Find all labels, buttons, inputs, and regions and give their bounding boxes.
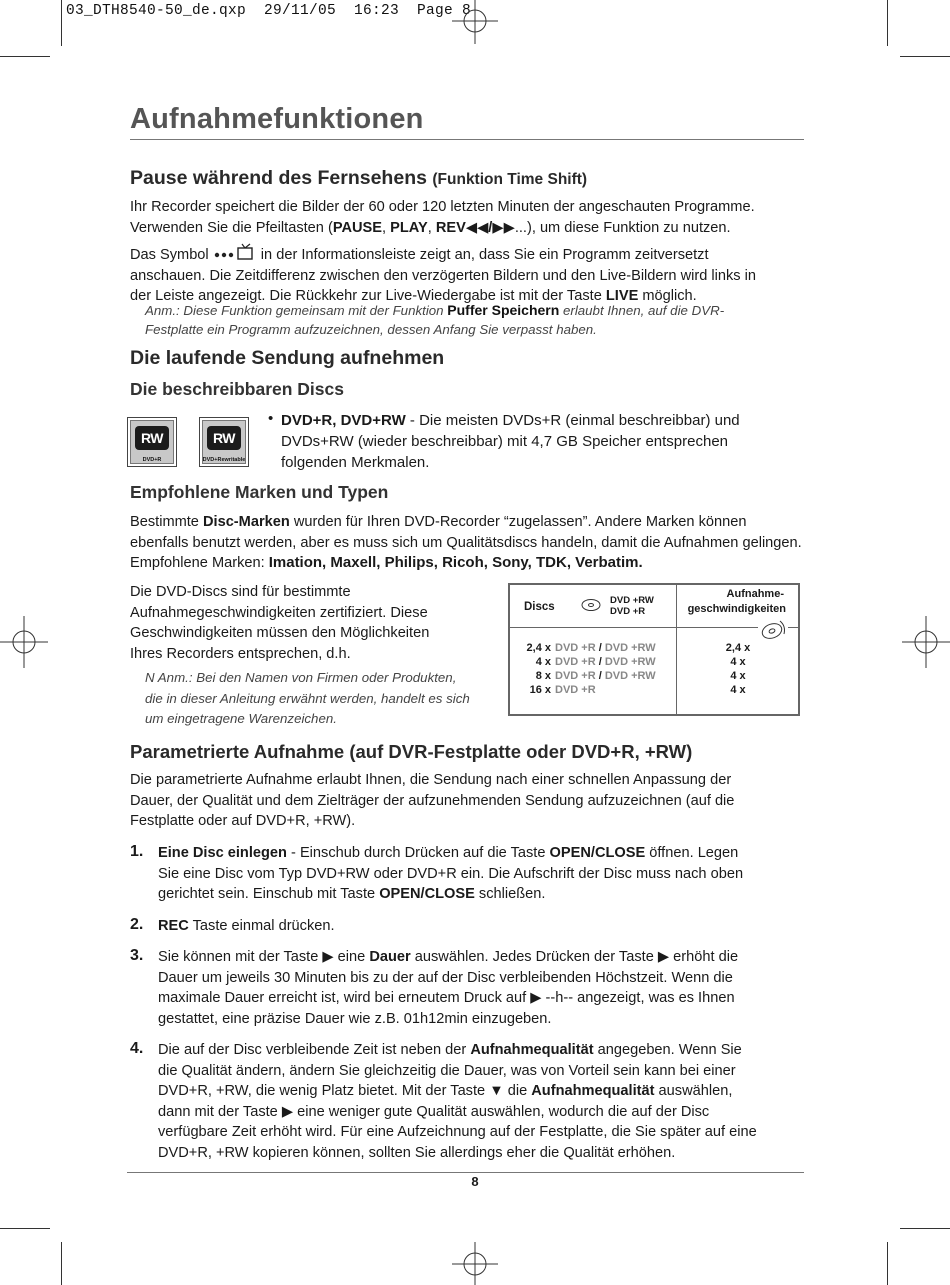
brand-list: Imation, Maxell, Philips, Ricoh, Sony, TDK, Verbatim. xyxy=(268,554,643,571)
step-title: Eine Disc einlegen xyxy=(158,845,287,861)
text-run: Bestimmte xyxy=(130,514,203,530)
text-line: Ihr Recorder speichert die Bilder der 60 oder 120 letzten Minuten der angeschauten Programme. xyxy=(130,199,755,215)
page-number: 8 xyxy=(471,1174,479,1189)
text-line: um eingetragene Warenzeichen. xyxy=(145,711,337,726)
logo-caption: DVD+R xyxy=(142,457,162,463)
bullet-text xyxy=(281,410,788,473)
separator: / xyxy=(595,669,605,682)
key-name: REV◀◀/▶▶ xyxy=(435,219,515,236)
emphasis: Disc-Marken xyxy=(202,514,290,530)
text-run: , xyxy=(382,219,391,236)
step-number: 1. xyxy=(130,843,144,860)
text-run: , xyxy=(427,219,436,236)
step-text xyxy=(158,1040,806,1163)
emphasis: Aufnahmequalität xyxy=(470,1042,594,1058)
logo-label: RW xyxy=(207,426,241,450)
step-text xyxy=(158,916,806,937)
text-line: anschauen. Die Zeitdifferenz zwischen den verzögerten Bildern und den Live-Bildern wird links in xyxy=(130,267,756,284)
key-name: PAUSE xyxy=(332,219,383,236)
disc-type: DVD +R xyxy=(555,655,596,668)
text-run: in der Informationsleiste zeigt an, dass Sie ein Programm zeitversetzt xyxy=(260,247,709,263)
text-run: öffnen. Legen xyxy=(645,845,739,861)
recording-speed: 4 x xyxy=(730,683,746,696)
text-run: schließen. xyxy=(474,886,546,902)
step-number: 4. xyxy=(130,1040,144,1057)
key-name: REC xyxy=(158,917,189,934)
subheading-writable-discs: Die beschreibbaren Discs xyxy=(130,379,344,399)
list-item xyxy=(130,947,806,1029)
text-line: Festplatte ein Programm aufzuzeichnen, dessen Anfang Sie verpasst haben. xyxy=(145,322,597,337)
disc-types: DVD+R, DVD+RW xyxy=(281,412,406,429)
text-run: ...), um diese Funktion zu nutzen. xyxy=(514,219,731,236)
registration-mark-icon xyxy=(448,1240,502,1285)
text-line: N Anm.: Bei den Namen von Firmen oder Produkten, xyxy=(145,670,457,685)
key-name: OPEN/CLOSE xyxy=(549,845,646,861)
header-type: DVD +RW xyxy=(610,595,654,606)
disc-writing-icon xyxy=(758,618,788,644)
step-text xyxy=(158,947,806,1029)
text-line: DVD+R, +RW kopieren können, sollten Sie allerdings eher die Qualität erhöhen. xyxy=(158,1144,676,1161)
text-run: angegeben. Wenn Sie xyxy=(593,1042,742,1058)
heading-text: Pause während des Fernsehens xyxy=(130,167,427,189)
speed-multiplier: 16 x xyxy=(529,683,551,696)
text-line: Geschwindigkeiten müssen den Möglichkeiten xyxy=(130,625,430,641)
text-run: DVD+R, +RW, die wenig Platz bietet. Mit der Taste ▼ die xyxy=(158,1083,532,1099)
text-run: erlaubt Ihnen, auf die DVR- xyxy=(559,303,725,318)
separator: / xyxy=(595,641,605,654)
section-heading-time-shift xyxy=(130,167,587,190)
paragraph-parametrized-intro xyxy=(130,770,805,832)
text-line: die Qualität ändern, ändern Sie gleichzeitig die Dauer, was von Vorteil sein kann bei einer xyxy=(158,1062,736,1079)
list-item xyxy=(130,843,806,905)
header-label: Aufnahme- xyxy=(726,588,784,600)
note-trademarks xyxy=(145,668,495,730)
text-line: verfügbare Zeit erhöht wird. Für eine Aufzeichnung auf der Festplatte, die Sie später auf eine xyxy=(158,1124,757,1140)
header-label: geschwindigkeiten xyxy=(687,603,786,615)
step-number: 2. xyxy=(130,915,144,933)
footer-rule xyxy=(127,1172,804,1173)
text-line: Die DVD-Discs sind für bestimmte xyxy=(130,584,351,600)
registration-mark-icon xyxy=(900,616,950,668)
dvd-r-logo xyxy=(127,417,177,467)
text-run: - Die meisten DVDs+R (einmal beschreibbar) und xyxy=(405,412,740,429)
bullet-dvd-types xyxy=(268,410,788,473)
text-run: - Einschub durch Drücken auf die Taste xyxy=(286,845,550,861)
text-run: gerichtet sein. Einschub mit Taste xyxy=(158,886,380,902)
text-line: Dauer um jeweils 30 Minuten bis zu der auf der Disc verbleibenden Höchstzeit. Wenn die xyxy=(158,969,733,986)
text-line: dann mit der Taste ▶ eine weniger gute Qualität auswählen, wodurch die auf der Disc xyxy=(158,1103,710,1120)
disc-icon xyxy=(580,598,602,612)
function-name: Puffer Speichern xyxy=(447,302,560,318)
emphasis: Aufnahmequalität xyxy=(531,1083,655,1099)
key-name: OPEN/CLOSE xyxy=(379,886,475,902)
heading-subtitle: (Funktion Time Shift) xyxy=(432,171,588,188)
paragraph-time-shift-intro xyxy=(130,197,805,238)
text-run: Anm.: Diese Funktion gemeinsam mit der Funktion xyxy=(145,303,448,318)
text-run: wurden für Ihren DVD-Recorder “zugelassen”. Andere Marken können xyxy=(289,514,747,530)
header-label: Discs xyxy=(524,601,555,613)
table-header-discs xyxy=(509,584,677,627)
subheading-brands: Empfohlene Marken und Typen xyxy=(130,482,389,502)
list-item xyxy=(130,915,806,937)
section-heading-parametrized-recording: Parametrierte Aufnahme (auf DVR-Festplatte oder DVD+R, +RW) xyxy=(130,741,693,762)
text-run: Verwenden Sie die Pfeiltasten ( xyxy=(130,219,333,236)
crop-mark xyxy=(887,0,888,46)
text-line: Festplatte oder auf DVD+R, +RW). xyxy=(130,813,356,829)
paragraph-time-shift-symbol xyxy=(130,243,805,307)
header-type: DVD +R xyxy=(610,606,646,617)
text-line: gestattet, eine präzise Dauer wie z.B. 01h12min einzugeben. xyxy=(158,1010,552,1027)
key-name: LIVE xyxy=(605,288,639,304)
logo-label: RW xyxy=(135,426,169,450)
print-slug: 03_DTH8540-50_de.qxp 29/11/05 16:23 Page 8 xyxy=(66,3,472,19)
table-row xyxy=(526,641,551,697)
text-run: auswählen. Jedes Drücken der Taste ▶ erhöht die xyxy=(410,949,739,965)
separator: / xyxy=(595,655,605,668)
text-line: folgenden Merkmalen. xyxy=(281,454,430,471)
crop-mark xyxy=(61,1242,62,1285)
text-run: Sie können mit der Taste ▶ eine xyxy=(158,949,370,965)
paragraph-brands xyxy=(130,512,805,574)
logo-caption: DVD+Rewritable xyxy=(202,457,246,463)
registration-mark-icon xyxy=(448,0,502,46)
text-run: auswählen, xyxy=(654,1083,733,1099)
crop-mark xyxy=(900,1228,950,1229)
table-cell-discs xyxy=(509,627,677,715)
crop-mark xyxy=(0,1228,50,1229)
key-name: PLAY xyxy=(390,219,428,236)
table-row xyxy=(555,641,656,697)
section-heading-record-current: Die laufende Sendung aufnehmen xyxy=(130,347,445,369)
text-run: der Leiste angezeigt. Die Rückkehr zur Live-Wiedergabe ist mit der Taste xyxy=(130,288,606,304)
time-shift-symbol-icon xyxy=(213,243,257,261)
speed-multiplier: 2,4 x xyxy=(526,641,551,654)
bullet-marker: • xyxy=(268,410,274,427)
crop-mark xyxy=(900,56,950,57)
step-text xyxy=(158,843,806,905)
text-line: die in dieser Anleitung erwähnt werden, handelt es sich xyxy=(145,690,470,706)
title-rule xyxy=(130,139,804,140)
disc-type: DVD +RW xyxy=(604,641,656,654)
crop-mark xyxy=(887,1242,888,1285)
page-title: Aufnahmefunktionen xyxy=(130,103,424,135)
text-line: Dauer, der Qualität und dem Zielträger der aufzunehmenden Sendung aufzuzeichnen (auf die xyxy=(130,792,735,809)
table-row xyxy=(724,641,752,697)
crop-mark xyxy=(0,56,50,57)
text-line: Sie eine Disc vom Typ DVD+RW oder DVD+R ein. Die Aufschrift der Disc muss nach oben xyxy=(158,865,744,882)
recording-speed: 4 x xyxy=(730,669,746,682)
recording-steps-list xyxy=(130,843,806,1174)
speed-multiplier: 4 x xyxy=(535,655,551,668)
step-number: 3. xyxy=(130,947,144,964)
crop-mark xyxy=(61,0,62,46)
disc-speed-table xyxy=(508,583,800,716)
text-line: DVDs+RW (wieder beschreibbar) mit 4,7 GB Speicher entsprechen xyxy=(281,433,728,450)
disc-type: DVD +RW xyxy=(604,655,656,668)
disc-type: DVD +RW xyxy=(604,669,656,682)
text-line: Aufnahmegeschwindigkeiten zertifiziert. Diese xyxy=(130,604,428,621)
recording-speed: 4 x xyxy=(730,655,746,668)
text-line: ebenfalls benutzt werden, aber es muss sich um Qualitätsdiscs handeln, damit die Aufnahmen gelingen. xyxy=(130,534,802,551)
list-item xyxy=(130,1040,806,1163)
text-run: Empfohlene Marken: xyxy=(130,555,269,571)
speed-multiplier: 8 x xyxy=(535,669,551,682)
text-run: Das Symbol xyxy=(130,247,209,263)
disc-type: DVD +R xyxy=(555,683,596,696)
registration-mark-icon xyxy=(0,616,50,668)
text-line: Die parametrierte Aufnahme erlaubt Ihnen, die Sendung nach einer schnellen Anpassung der xyxy=(130,772,732,788)
text-run: Die auf der Disc verbleibende Zeit ist neben der xyxy=(158,1042,471,1058)
text-line: Ihres Recorders entsprechen, d.h. xyxy=(130,645,351,662)
emphasis: Dauer xyxy=(369,949,411,965)
paragraph-speed xyxy=(130,582,490,664)
disc-icon xyxy=(510,628,511,629)
text-run: möglich. xyxy=(638,288,697,304)
disc-type: DVD +R xyxy=(555,669,596,682)
disc-type: DVD +R xyxy=(555,641,596,654)
dvd-rewritable-logo xyxy=(199,417,249,467)
recording-speed: 2,4 x xyxy=(725,641,751,654)
table-cell-speed xyxy=(677,627,800,715)
text-run: Taste einmal drücken. xyxy=(188,917,335,934)
note-puffer-speichern xyxy=(145,301,785,339)
text-line: maximale Dauer erreicht ist, wird bei erneutem Druck auf ▶ --h-- angezeigt, was es Ihnen xyxy=(158,990,735,1006)
